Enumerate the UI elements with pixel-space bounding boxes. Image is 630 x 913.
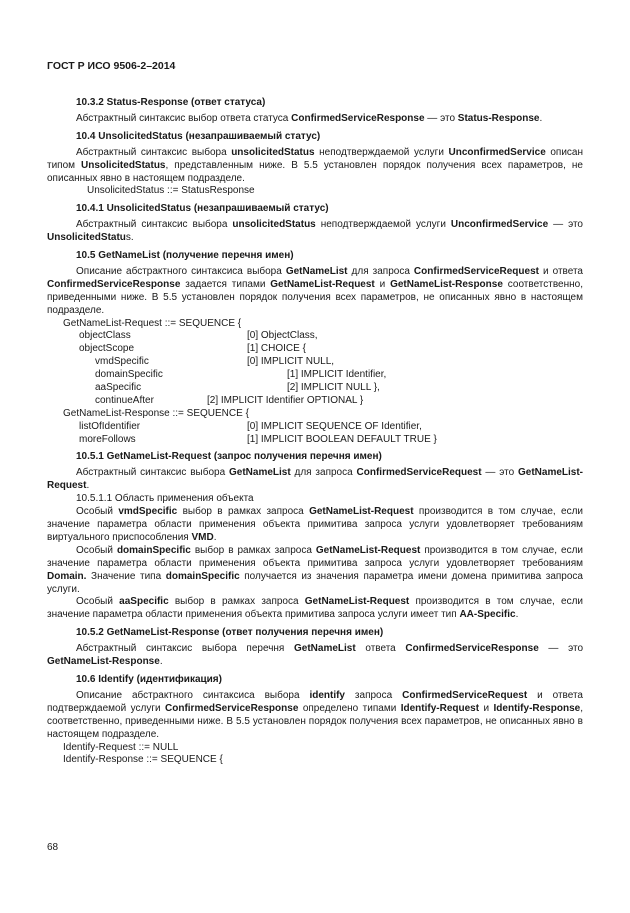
section-10-3-2-paragraph: Абстрактный синтаксис выбор ответа статуса ConfirmedServiceResponse — это Status-Response. — [76, 112, 543, 124]
section-10-5-paragraph: Описание абстрактного синтаксиса выбора GetNameList для запроса ConfirmedServiceRequest и ответа ConfirmedServiceResponse задается типами GetNameList-Request и GetNameList-Response соответственно, приведенными ниже. В 5.5 установлен порядок получения всех параметров, не описанных явно в настоящем подразделе. — [47, 265, 584, 316]
code-line: domainSpecific [1] IMPLICIT Identifier, — [95, 369, 387, 381]
code-line: Identify-Request ::= NULL — [63, 741, 179, 753]
subsection-10-5-1-1-title: 10.5.1.1 Область применения объекта — [76, 493, 254, 505]
page-number: 68 — [47, 842, 59, 853]
section-10-6-title: 10.6 Identify (идентификация) — [76, 673, 222, 685]
code-line: Identify-Response ::= SEQUENCE { — [63, 754, 223, 766]
code-line: vmdSpecific [0] IMPLICIT NULL, — [95, 356, 335, 368]
code-line: UnsolicitedStatus ::= StatusResponse — [87, 185, 255, 197]
aa-specific-paragraph: Особый aaSpecific выбор в рамках запроса GetNameList-Request производится в том случае, если значение параметра области применения объекта примитива запроса услуги имеет тип AA-Specific. — [47, 596, 584, 621]
code-line: continueAfter [2] IMPLICIT Identifier OPTIONAL } — [95, 394, 364, 406]
section-10-5-2-title: 10.5.2 GetNameList-Response (ответ получения перечня имен) — [76, 627, 384, 639]
section-10-6-paragraph: Описание абстрактного синтаксиса выбора identify запроса ConfirmedServiceRequest и ответа подтверждаемой услуги ConfirmedServiceResponse определено типами Identify-Request и Identify-Response, соответственно, приведенными ниже. В 5.5 установлен порядок получения всех параметров, не описанных явно в настоящем подразделе. — [47, 689, 583, 740]
code-line: listOfIdentifier [0] IMPLICIT SEQUENCE OF Identifier, — [79, 420, 422, 432]
code-line: aaSpecific [2] IMPLICIT NULL }, — [95, 382, 380, 394]
section-10-3-2-title: 10.3.2 Status-Response (ответ статуса) — [76, 97, 266, 108]
code-line: GetNameList-Response ::= SEQUENCE { — [63, 407, 249, 419]
section-10-5-title: 10.5 GetNameList (получение перечня имен) — [76, 250, 294, 262]
domain-specific-paragraph: Особый domainSpecific выбор в рамках запроса GetNameList-Request производится в том случае, если значение параметра области применения объекта примитива запроса услуги удовлетворяет требованиям Domain. Значение типа domainSpecific получается из значения параметра имени домена примитива запроса услуги. — [47, 544, 583, 595]
document-header: ГОСТ Р ИСО 9506-2–2014 — [47, 60, 176, 72]
section-10-5-1-paragraph: Абстрактный синтаксис выбора GetNameList для запроса ConfirmedServiceRequest — это GetNameList-Request. — [47, 467, 583, 492]
code-line: moreFollows [1] IMPLICIT BOOLEAN DEFAULT TRUE } — [79, 433, 437, 445]
section-10-4-1-paragraph: Абстрактный синтаксис выбора unsolicitedStatus неподтверждаемой услуги UnconfirmedService — это UnsolicitedStatus. — [47, 219, 583, 244]
section-10-4-paragraph: Абстрактный синтаксис выбора unsolicitedStatus неподтверждаемой услуги UnconfirmedService описан типом UnsolicitedStatus, представленным ниже. В 5.5 установлен порядок получения всех параметров, не описанных явно в настоящем подразделе. — [47, 146, 583, 184]
section-10-4-1-title: 10.4.1 UnsolicitedStatus (незапрашиваемый статус) — [76, 203, 329, 215]
section-10-4-title: 10.4 UnsolicitedStatus (незапрашиваемый статус) — [76, 130, 321, 142]
code-line: GetNameList-Request ::= SEQUENCE { — [63, 317, 242, 329]
code-line: objectScope [1] CHOICE { — [79, 343, 306, 355]
code-line: objectClass [0] ObjectClass, — [79, 330, 318, 342]
section-10-5-1-title: 10.5.1 GetNameList-Request (запрос получения перечня имен) — [76, 451, 382, 463]
section-10-5-2-paragraph: Абстрактный синтаксис выбора перечня GetNameList ответа ConfirmedServiceResponse — это GetNameList-Response. — [47, 643, 583, 668]
vmd-specific-paragraph: Особый vmdSpecific выбор в рамках запроса GetNameList-Request производится в том случае, если значение параметра области применения объекта примитива запроса услуги удовлетворяет требованиям виртуального приспособления VMD. — [47, 506, 583, 543]
document-body — [47, 92, 583, 767]
